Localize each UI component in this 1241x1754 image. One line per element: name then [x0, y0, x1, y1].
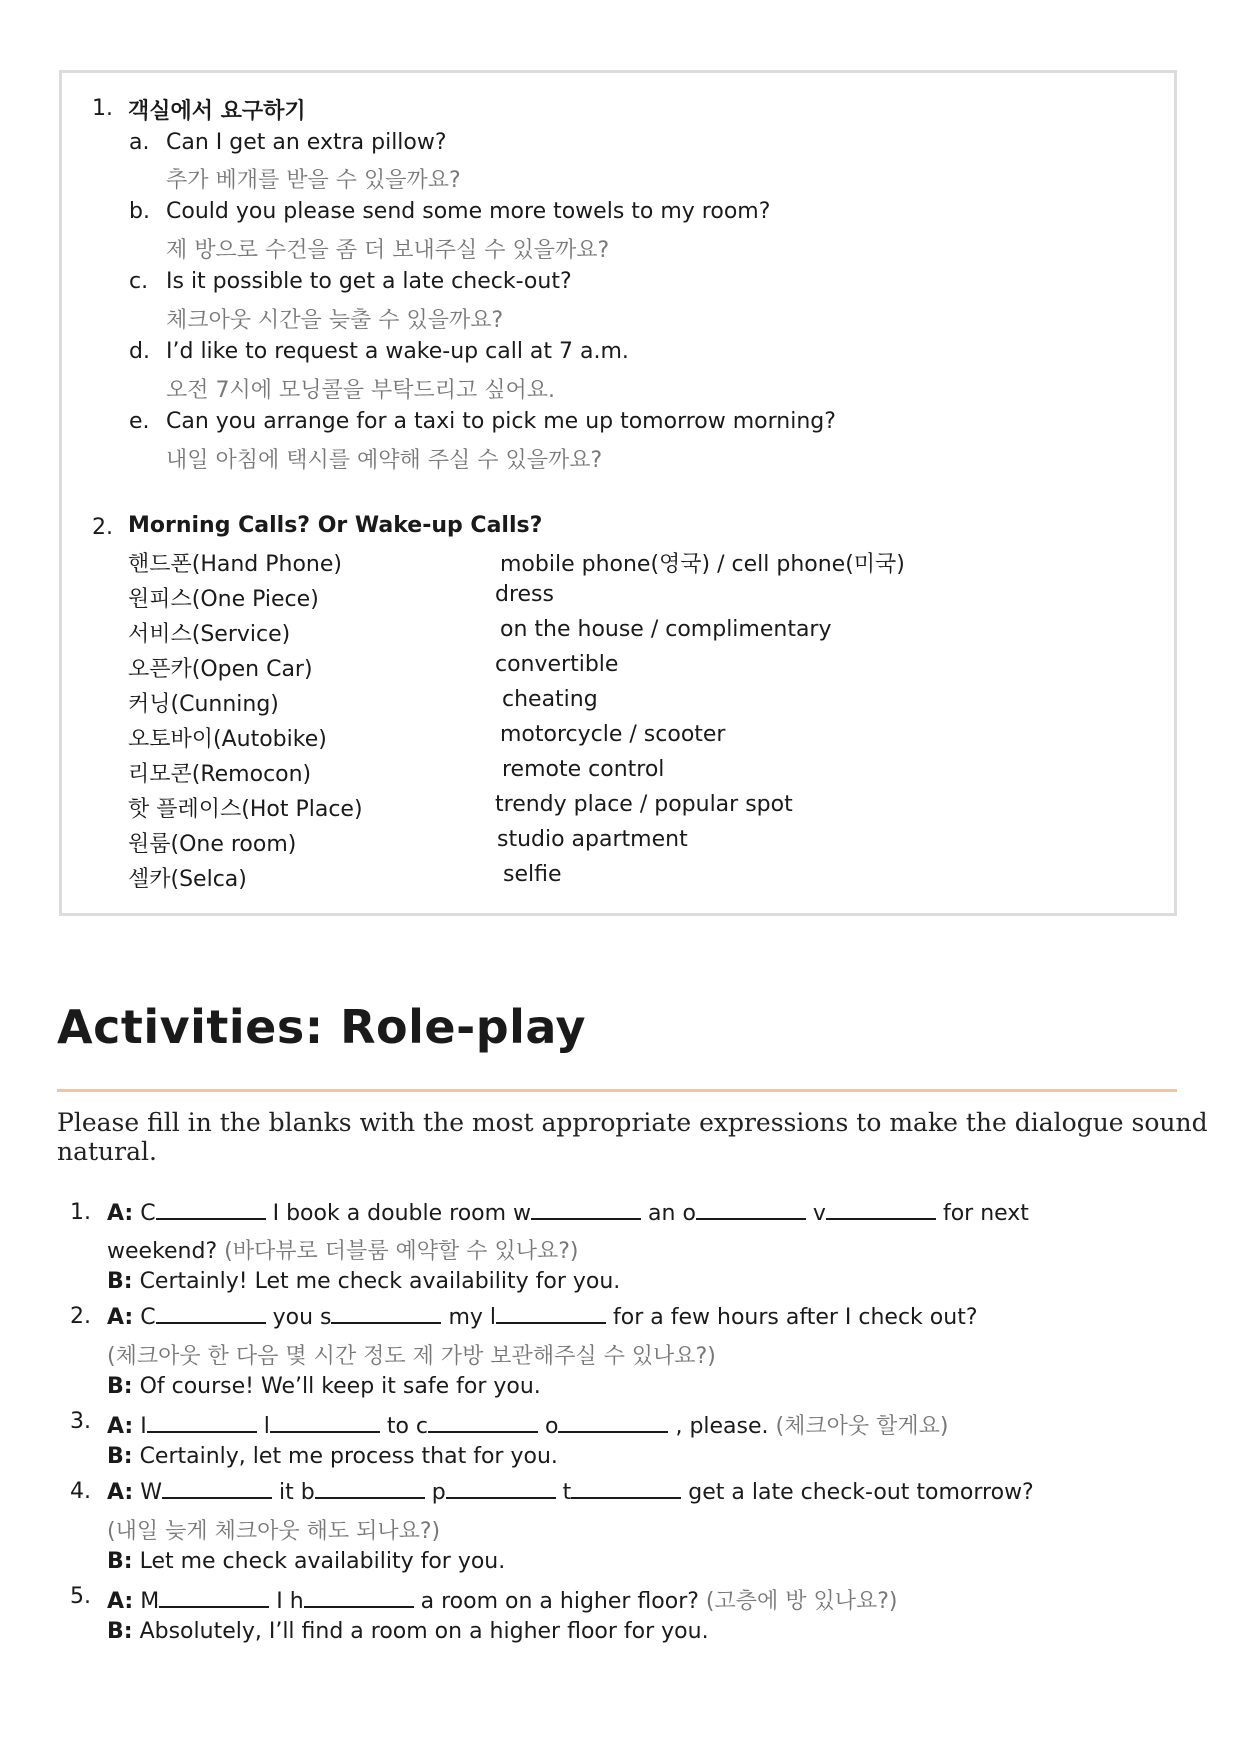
answer-blank[interactable]	[304, 1588, 414, 1608]
list-item-ko: 내일 아침에 택시를 예약해 주실 수 있을까요?	[166, 448, 603, 473]
answer-blank[interactable]	[156, 1200, 266, 1220]
activities-heading: Activities: Role-play	[57, 1000, 587, 1054]
list-item-ko: 체크아웃 시간을 늦출 수 있을까요?	[166, 308, 504, 333]
section1-title: 객실에서 요구하기	[128, 99, 306, 124]
list-marker: e.	[129, 409, 150, 434]
list-item-en: Is it possible to get a late check-out?	[166, 269, 572, 294]
korean-hint: (체크아웃 할게요)	[775, 1414, 949, 1439]
expressions-box	[59, 70, 1177, 916]
konglish-term: 서비스(Service)	[128, 622, 291, 647]
list-item-ko: 추가 베개를 받을 수 있을까요?	[166, 168, 461, 193]
english-term: motorcycle / scooter	[500, 722, 726, 747]
konglish-term: 원룸(One room)	[128, 832, 297, 857]
korean-hint: (체크아웃 한 다음 몇 시간 정도 제 가방 보관해주실 수 있나요?)	[107, 1344, 716, 1369]
list-item-en: Can I get an extra pillow?	[166, 130, 447, 155]
answer-blank[interactable]	[558, 1413, 668, 1433]
answer-blank[interactable]	[446, 1479, 556, 1499]
english-term: remote control	[502, 757, 665, 782]
dialogue-a-line: A: M I h a room on a higher floor? (고층에 방 있나요?)	[107, 1589, 898, 1614]
english-term: cheating	[502, 687, 598, 712]
korean-hint: (내일 늦게 체크아웃 해도 되나요?)	[107, 1519, 441, 1544]
english-term: convertible	[495, 652, 619, 677]
answer-blank[interactable]	[156, 1304, 266, 1324]
dialogue-b-line: B: Certainly, let me process that for you.	[107, 1444, 558, 1469]
list-item-en: Could you please send some more towels to my room?	[166, 199, 771, 224]
english-term: selfie	[503, 862, 562, 887]
answer-blank[interactable]	[571, 1479, 681, 1499]
list-marker: b.	[129, 199, 150, 224]
konglish-term: 핸드폰(Hand Phone)	[128, 552, 342, 577]
english-term: mobile phone(영국) / cell phone(미국)	[500, 552, 905, 577]
section2-number: 2.	[92, 515, 113, 540]
dialogue-a-line: A: W it b p t get a late check-out tomorrow?	[107, 1480, 1034, 1505]
dialogue-a-line-cont: weekend? (바다뷰로 더블룸 예약할 수 있나요?)	[107, 1239, 579, 1264]
konglish-term: 리모콘(Remocon)	[128, 762, 312, 787]
answer-blank[interactable]	[159, 1588, 269, 1608]
answer-blank[interactable]	[428, 1413, 538, 1433]
konglish-term: 커닝(Cunning)	[128, 692, 279, 717]
answer-blank[interactable]	[270, 1413, 380, 1433]
list-item-ko: 오전 7시에 모닝콜을 부탁드리고 싶어요.	[166, 378, 555, 403]
konglish-term: 원피스(One Piece)	[128, 587, 319, 612]
answer-blank[interactable]	[331, 1304, 441, 1324]
dialogue-b-line: B: Let me check availability for you.	[107, 1549, 506, 1574]
question-number: 3.	[70, 1409, 91, 1434]
answer-blank[interactable]	[826, 1200, 936, 1220]
question-number: 5.	[70, 1584, 91, 1609]
konglish-term: 셀카(Selca)	[128, 867, 247, 892]
list-marker: c.	[129, 269, 149, 294]
answer-blank[interactable]	[531, 1200, 641, 1220]
list-item-en: I’d like to request a wake-up call at 7 a.m.	[166, 339, 629, 364]
korean-hint: (바다뷰로 더블룸 예약할 수 있나요?)	[224, 1239, 579, 1264]
question-number: 1.	[70, 1200, 91, 1225]
instruction-text: Please fill in the blanks with the most appropriate expressions to make the dialogue sound natural.	[57, 1108, 1208, 1166]
question-number: 4.	[70, 1479, 91, 1504]
section1-number: 1.	[92, 96, 113, 121]
dialogue-b-line: B: Certainly! Let me check availability for you.	[107, 1269, 621, 1294]
answer-blank[interactable]	[315, 1479, 425, 1499]
konglish-term: 오픈카(Open Car)	[128, 657, 313, 682]
konglish-term: 오토바이(Autobike)	[128, 727, 327, 752]
heading-divider	[57, 1089, 1177, 1092]
konglish-term: 핫 플레이스(Hot Place)	[128, 797, 363, 822]
dialogue-a-line: A: I l to c o , please. (체크아웃 할게요)	[107, 1414, 949, 1439]
dialogue-a-line: A: C I book a double room w an o v for next	[107, 1201, 1029, 1226]
answer-blank[interactable]	[696, 1200, 806, 1220]
list-marker: a.	[129, 130, 150, 155]
list-marker: d.	[129, 339, 150, 364]
question-number: 2.	[70, 1304, 91, 1329]
answer-blank[interactable]	[147, 1413, 257, 1433]
section2-title: Morning Calls? Or Wake-up Calls?	[128, 513, 543, 538]
english-term: dress	[495, 582, 554, 607]
korean-hint: (고층에 방 있나요?)	[705, 1589, 898, 1614]
dialogue-b-line: B: Of course! We’ll keep it safe for you.	[107, 1374, 541, 1399]
dialogue-a-line: A: C you s my l for a few hours after I check out?	[107, 1305, 978, 1330]
speaker-b: B:	[107, 1269, 133, 1294]
speaker-a: A:	[107, 1201, 134, 1226]
english-term: studio apartment	[497, 827, 688, 852]
list-item-en: Can you arrange for a taxi to pick me up tomorrow morning?	[166, 409, 836, 434]
english-term: trendy place / popular spot	[495, 792, 793, 817]
answer-blank[interactable]	[496, 1304, 606, 1324]
dialogue-b-line: B: Absolutely, I’ll find a room on a higher floor for you.	[107, 1619, 709, 1644]
english-term: on the house / complimentary	[500, 617, 832, 642]
answer-blank[interactable]	[162, 1479, 272, 1499]
list-item-ko: 제 방으로 수건을 좀 더 보내주실 수 있을까요?	[166, 238, 610, 263]
